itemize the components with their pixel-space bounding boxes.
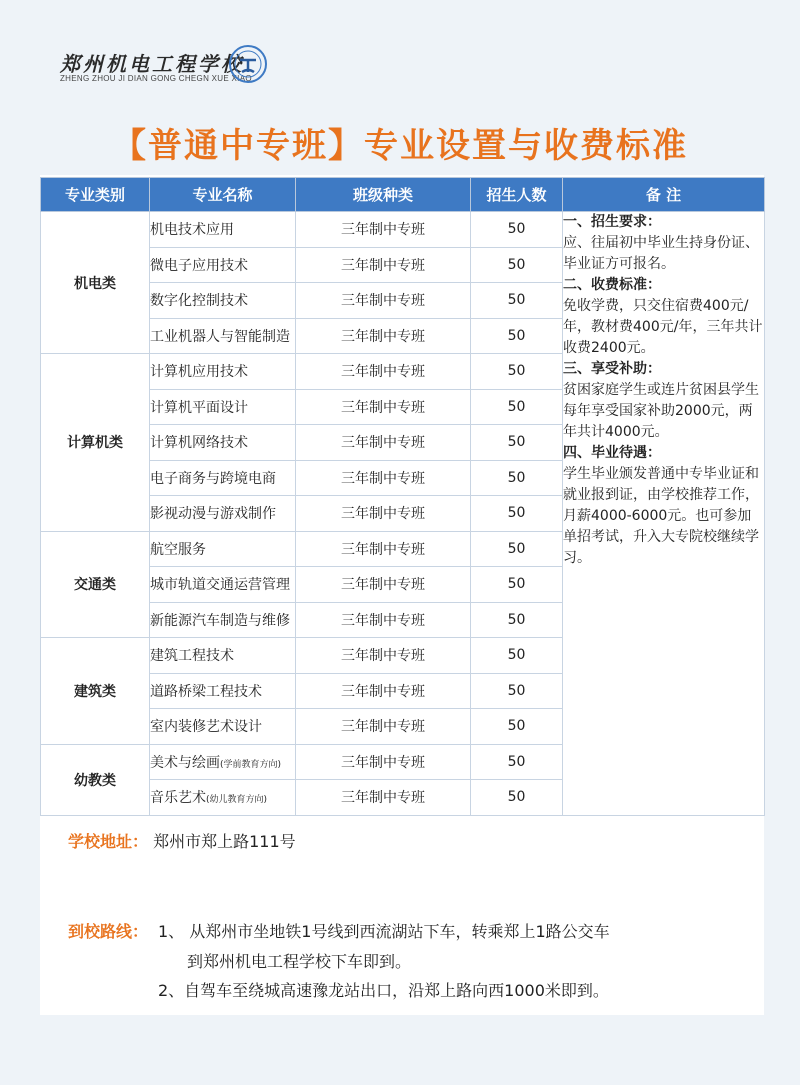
major-name-cell: [150, 567, 296, 603]
major-name: 建筑工程技术: [150, 648, 234, 665]
category-cell: 计算机类: [41, 354, 150, 532]
class-type-cell: 三年制中专班: [296, 673, 471, 709]
major-name-cell: [150, 425, 296, 461]
note-heading: 二、收费标准：: [563, 277, 661, 293]
class-type-cell: 三年制中专班: [296, 744, 471, 780]
class-type-cell: 三年制中专班: [296, 354, 471, 390]
major-name-cell: [150, 318, 296, 354]
category-cell: 机电类: [41, 212, 150, 354]
class-type-cell: 三年制中专班: [296, 389, 471, 425]
enrollment-count-cell: 50: [471, 460, 563, 496]
major-name: 计算机网络技术: [150, 435, 248, 452]
table-header-row: [41, 178, 765, 212]
enrollment-count-cell: 50: [471, 531, 563, 567]
major-name-note: (学前教育方向): [220, 759, 282, 770]
enrollment-count-cell: 50: [471, 212, 563, 248]
enrollment-count-cell: 50: [471, 709, 563, 745]
note-body: 贫困家庭学生或连片贫困县学生每年享受国家补助2000元，两年共计4000元。: [563, 382, 759, 440]
major-name-cell: [150, 673, 296, 709]
class-type-cell: 三年制中专班: [296, 496, 471, 532]
header-count: 招生人数: [471, 178, 563, 212]
enrollment-count-cell: 50: [471, 638, 563, 674]
note-body: 免收学费，只交住宿费400元/年，教材费400元/年，三年共计收费2400元。: [563, 298, 763, 356]
school-name-en: ZHENG ZHOU JI DIAN GONG CHEGN XUE XIAO: [60, 74, 252, 83]
category-cell: 交通类: [41, 531, 150, 638]
major-name-cell: [150, 354, 296, 390]
major-name: 美术与绘画: [150, 754, 220, 771]
enrollment-count-cell: 50: [471, 247, 563, 283]
majors-table: [40, 177, 765, 816]
major-name-cell: [150, 709, 296, 745]
major-name: 城市轨道交通运营管理: [150, 577, 290, 594]
route-line-2: 到郑州机电工程学校下车即到。: [187, 952, 412, 971]
school-header: [50, 40, 310, 90]
major-name-cell: [150, 496, 296, 532]
class-type-cell: 三年制中专班: [296, 247, 471, 283]
class-type-cell: 三年制中专班: [296, 638, 471, 674]
address-text: 郑州市郑上路111号: [153, 832, 296, 851]
school-address: [68, 829, 296, 852]
route-label: 到校路线：: [68, 922, 149, 941]
major-name-cell: [150, 780, 296, 816]
major-name-cell: [150, 283, 296, 319]
header-notes: 备 注: [563, 178, 765, 212]
major-name-cell: [150, 531, 296, 567]
class-type-cell: 三年制中专班: [296, 780, 471, 816]
school-name-cn: 郑州机电工程学校: [60, 52, 244, 76]
major-name: 机电技术应用: [150, 222, 234, 239]
route-section: [68, 919, 148, 942]
major-name-cell: [150, 638, 296, 674]
class-type-cell: 三年制中专班: [296, 709, 471, 745]
table-row: [41, 212, 765, 248]
major-name: 数字化控制技术: [150, 293, 248, 310]
note-body: 学生毕业颁发普通中专毕业证和就业报到证，由学校推荐工作，月薪4000-6000元。也可参加单招考试，升入大专院校继续学习。: [563, 466, 759, 566]
note-heading: 三、享受补助：: [563, 361, 661, 377]
major-name-cell: [150, 247, 296, 283]
major-name: 计算机应用技术: [150, 364, 248, 381]
major-name: 航空服务: [150, 541, 206, 558]
enrollment-count-cell: 50: [471, 567, 563, 603]
enrollment-count-cell: 50: [471, 318, 563, 354]
major-name: 影视动漫与游戏制作: [150, 506, 276, 523]
address-label: 学校地址：: [68, 832, 149, 851]
enrollment-count-cell: 50: [471, 283, 563, 319]
major-name-cell: [150, 389, 296, 425]
major-name: 计算机平面设计: [150, 399, 248, 416]
notes-cell: [563, 212, 765, 816]
enrollment-count-cell: 50: [471, 389, 563, 425]
class-type-cell: 三年制中专班: [296, 531, 471, 567]
class-type-cell: 三年制中专班: [296, 283, 471, 319]
class-type-cell: 三年制中专班: [296, 318, 471, 354]
major-name: 道路桥梁工程技术: [150, 683, 262, 700]
major-name: 室内装修艺术设计: [150, 719, 262, 736]
note-heading: 四、毕业待遇：: [563, 445, 661, 461]
route-line-1: 1、 从郑州市坐地铁1号线到西流湖站下车，转乘郑上1路公交车: [158, 922, 610, 941]
header-category: 专业类别: [41, 178, 150, 212]
major-name: 微电子应用技术: [150, 257, 248, 274]
enrollment-count-cell: 50: [471, 425, 563, 461]
class-type-cell: 三年制中专班: [296, 602, 471, 638]
class-type-cell: 三年制中专班: [296, 212, 471, 248]
note-heading: 一、招生要求：: [563, 214, 661, 230]
major-name-cell: [150, 602, 296, 638]
class-type-cell: 三年制中专班: [296, 567, 471, 603]
header-major: 专业名称: [150, 178, 296, 212]
school-logo-icon: [228, 44, 268, 84]
major-name-cell: [150, 212, 296, 248]
enrollment-count-cell: 50: [471, 744, 563, 780]
note-body: 应、往届初中毕业生持身份证、毕业证方可报名。: [563, 235, 759, 272]
category-cell: 幼教类: [41, 744, 150, 815]
major-name-cell: [150, 744, 296, 780]
header-class-type: 班级种类: [296, 178, 471, 212]
major-name: 新能源汽车制造与维修: [150, 612, 290, 629]
page-title: 【普通中专班】专业设置与收费标准: [112, 126, 688, 166]
class-type-cell: 三年制中专班: [296, 425, 471, 461]
enrollment-count-cell: 50: [471, 780, 563, 816]
major-name-cell: [150, 460, 296, 496]
major-name: 音乐艺术: [150, 790, 206, 807]
enrollment-count-cell: 50: [471, 496, 563, 532]
enrollment-count-cell: 50: [471, 602, 563, 638]
major-name: 电子商务与跨境电商: [150, 470, 276, 487]
route-line-3: 2、自驾车至绕城高速豫龙站出口，沿郑上路向西1000米即到。: [158, 981, 609, 1000]
major-name-note: (幼儿教育方向): [206, 795, 268, 806]
category-cell: 建筑类: [41, 638, 150, 745]
enrollment-count-cell: 50: [471, 673, 563, 709]
enrollment-count-cell: 50: [471, 354, 563, 390]
class-type-cell: 三年制中专班: [296, 460, 471, 496]
major-name: 工业机器人与智能制造: [150, 328, 290, 345]
